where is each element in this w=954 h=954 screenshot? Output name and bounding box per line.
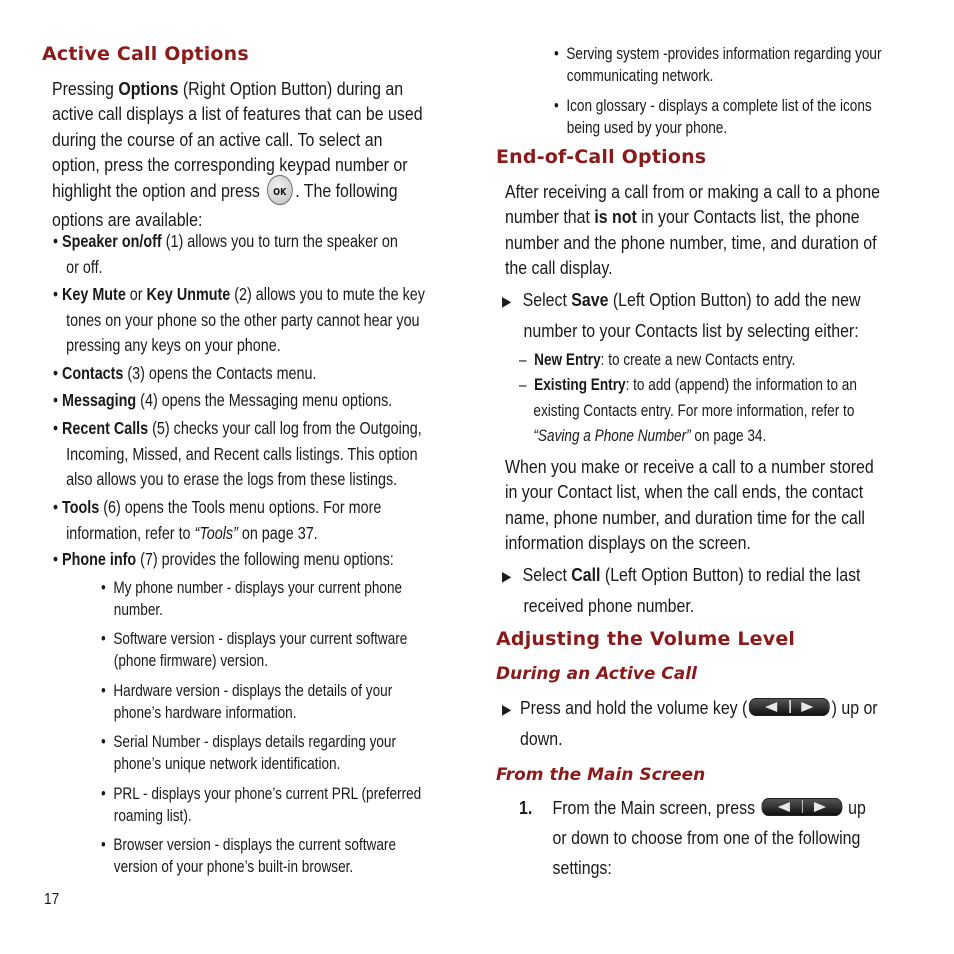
step-text: (Left Option Button) to add the new (608, 289, 861, 310)
eoc-step-save (502, 285, 861, 346)
page-number: 17 (44, 891, 60, 908)
item-text: (2) allows you to mute the key (230, 284, 425, 304)
subheading-during-active-call: During an Active Call (496, 664, 697, 684)
paragraph-text: number that (505, 206, 595, 228)
volume-down-arrow-icon (765, 702, 777, 712)
list-item-speaker: • Speaker on/off (1) allows you to turn the speaker on or off. (53, 229, 398, 280)
arrow-bullet-icon: ▶ (502, 568, 512, 584)
step-bold: Call (571, 564, 601, 585)
step-text: down. (520, 728, 563, 749)
item-text: tones on your phone so the other party cannot hear you (66, 309, 420, 330)
step-text: Select (522, 289, 572, 310)
paragraph-bold: is not (594, 206, 637, 228)
step-text: or down to choose from one of the following (552, 827, 861, 848)
sub-item-serial-number: • Serial Number - displays details regarding your phone’s unique network identification. (101, 732, 397, 773)
intro-text: . The following (295, 180, 398, 202)
item-bold: Key Mute (62, 284, 126, 304)
step-text: (Left Option Button) to redial the last (600, 564, 861, 585)
step-text: settings: (552, 857, 612, 878)
sub-item-text: Software version - displays your current software (113, 629, 408, 648)
sub-item-text: communicating network. (566, 66, 714, 85)
sub-item-icon-glossary: • Icon glossary - displays a complete list of the icons being used by your phone. (554, 96, 872, 137)
section-heading-adjusting-volume: Adjusting the Volume Level (496, 628, 796, 650)
list-item-tools: • Tools (6) opens the Tools menu options. For more information, refer to “Tools” on page 37. (53, 497, 382, 543)
item-text: on page 37. (237, 522, 318, 543)
step-text: Press and hold the volume key ( (520, 697, 748, 718)
intro-paragraph (52, 76, 423, 232)
ok-key-label: OK (273, 187, 287, 199)
sub-item-text: number. (113, 600, 163, 619)
intro-bold-options: Options (118, 78, 179, 99)
step-text: received phone number. (523, 595, 695, 616)
volume-step-main-screen (519, 793, 866, 883)
list-item-phone-info: • Phone info (7) provides the following menu options: (53, 549, 394, 569)
item-bold: Key Unmute (146, 284, 231, 304)
step-bold: Save (571, 289, 609, 310)
sub-item-text: Serving system -provides information regarding your (566, 44, 882, 63)
list-item-messaging: • Messaging (4) opens the Messaging menu options. (53, 390, 393, 410)
eoc-step-call (502, 560, 860, 621)
sub-item-software-version: • Software version - displays your current software (phone firmware) version. (101, 629, 408, 670)
step-number: 1. (519, 797, 533, 818)
item-bold: Tools (62, 497, 100, 517)
sub-item-text: Browser version - displays the current software (113, 835, 397, 854)
item-text: (6) opens the Tools menu options. For more (99, 497, 382, 517)
sub-item-text: phone’s hardware information. (113, 703, 297, 722)
item-text: (1) allows you to turn the speaker on (161, 231, 398, 251)
intro-text: (Right Option Button) during an (178, 78, 404, 99)
section-heading-end-of-call-options: End-of-Call Options (496, 146, 707, 168)
option-text: : to add (append) the information to an (625, 375, 857, 395)
paragraph-text: in your Contact list, when the call ends, the contact (505, 481, 864, 503)
step-text: Select (522, 564, 572, 585)
intro-text: highlight the option and press (52, 180, 265, 202)
item-text: (3) opens the Contacts menu. (123, 363, 317, 383)
eoc-paragraph-2 (505, 454, 874, 555)
item-text: or off. (66, 256, 103, 277)
eoc-paragraph (505, 179, 880, 280)
volume-key-icon (749, 698, 830, 716)
sub-item-text: roaming list). (113, 806, 192, 825)
intro-text: during the course of an active call. To select an (52, 128, 383, 150)
item-text: (5) checks your call log from the Outgoing, (148, 418, 422, 438)
sub-item-text: version of your phone’s built-in browser. (113, 857, 354, 876)
eoc-options-list: – New Entry: to create a new Contacts entry. – Existing Entry: to add (append) the information to an existing Contacts entry. For more information, refer to “Saving a Phone Number” on page 34. (519, 350, 857, 445)
option-text: on page 34. (690, 425, 767, 445)
sub-item-text: Icon glossary - displays a complete list of the icons (566, 96, 872, 115)
item-text: information, refer to (66, 522, 195, 543)
tools-reference-link[interactable]: “Tools” (194, 522, 238, 543)
saving-phone-number-reference-link[interactable]: “Saving a Phone Number” (533, 425, 691, 445)
item-text: pressing any keys on your phone. (66, 335, 281, 356)
paragraph-text: in your Contacts list, the phone (636, 206, 860, 228)
sub-item-my-phone-number: • My phone number - displays your current phone number. (101, 578, 403, 619)
sub-item-text: Hardware version - displays the details of your (113, 681, 393, 700)
sub-item-browser-version: • Browser version - displays the current software version of your phone’s built-in browser. (101, 835, 397, 876)
paragraph-text: information displays on the screen. (505, 531, 751, 553)
option-text: existing Contacts entry. For more information, refer to (533, 400, 855, 420)
item-text: (4) opens the Messaging menu options. (136, 390, 393, 410)
list-item-recent-calls: • Recent Calls (5) checks your call log from the Outgoing, Incoming, Missed, and Recent calls listings. This option also allows you to erase the logs from these listings. (53, 416, 422, 493)
item-text: or (125, 284, 147, 304)
sub-item-serving-system: • Serving system -provides information regarding your communicating network. (554, 44, 882, 85)
volume-down-arrow-icon (778, 802, 790, 812)
sub-item-text: phone’s unique network identification. (113, 754, 341, 773)
item-bold: Contacts (62, 363, 124, 383)
option-bold: Existing Entry (534, 375, 626, 395)
intro-text: Pressing (52, 78, 119, 99)
step-text: From the Main screen, press (552, 797, 760, 818)
item-bold: Messaging (62, 390, 137, 410)
intro-text: options are available: (52, 209, 203, 231)
step-text: ) up or (831, 697, 878, 718)
item-text: Incoming, Missed, and Recent calls listings. This option (66, 443, 418, 464)
subheading-from-main-screen: From the Main Screen (496, 765, 706, 785)
volume-up-arrow-icon (814, 802, 826, 812)
sub-item-text: Serial Number - displays details regarding your (113, 732, 397, 751)
arrow-bullet-icon: ▶ (502, 701, 512, 717)
item-text: also allows you to erase the logs from these listings. (66, 469, 398, 490)
arrow-bullet-icon: ▶ (502, 293, 512, 309)
paragraph-text: After receiving a call from or making a call to a phone (505, 181, 880, 202)
sub-item-prl: • PRL - displays your phone’s current PRL (preferred roaming list). (101, 784, 422, 825)
item-bold: Recent Calls (62, 418, 149, 438)
intro-text: option, press the corresponding keypad number or (52, 153, 408, 175)
paragraph-text: When you make or receive a call to a number stored (505, 456, 874, 477)
sub-item-text: (phone firmware) version. (113, 651, 268, 670)
volume-up-arrow-icon (802, 702, 814, 712)
option-bold: New Entry (534, 350, 601, 369)
sub-item-hardware-version: • Hardware version - displays the details of your phone’s hardware information. (101, 681, 393, 722)
paragraph-text: name, phone number, and duration time for the call (505, 506, 865, 528)
step-text: number to your Contacts list by selecting either: (523, 320, 859, 341)
list-item-contacts: • Contacts (3) opens the Contacts menu. (53, 363, 317, 383)
sub-item-text: My phone number - displays your current phone (113, 578, 403, 597)
item-bold: Phone info (62, 549, 137, 569)
paragraph-text: the call display. (505, 256, 613, 278)
item-bold: Speaker on/off (62, 231, 162, 251)
item-text: (7) provides the following menu options: (136, 549, 394, 569)
paragraph-text: number and the phone number, time, and duration of (505, 231, 877, 253)
volume-step-active-call (502, 693, 878, 754)
ok-key-icon (267, 175, 293, 205)
option-text: : to create a new Contacts entry. (600, 350, 796, 369)
step-text: up (843, 797, 866, 818)
intro-text: active call displays a list of features that can be used (52, 103, 423, 125)
list-item-key-mute: • Key Mute or Key Unmute (2) allows you to mute the key tones on your phone so the other party cannot hear you pressing any keys on your phone. (53, 282, 425, 359)
volume-key-icon (761, 798, 842, 816)
sub-item-text: being used by your phone. (566, 118, 728, 137)
sub-item-text: PRL - displays your phone’s current PRL (preferred (113, 784, 422, 803)
section-heading-active-call-options: Active Call Options (42, 43, 249, 65)
